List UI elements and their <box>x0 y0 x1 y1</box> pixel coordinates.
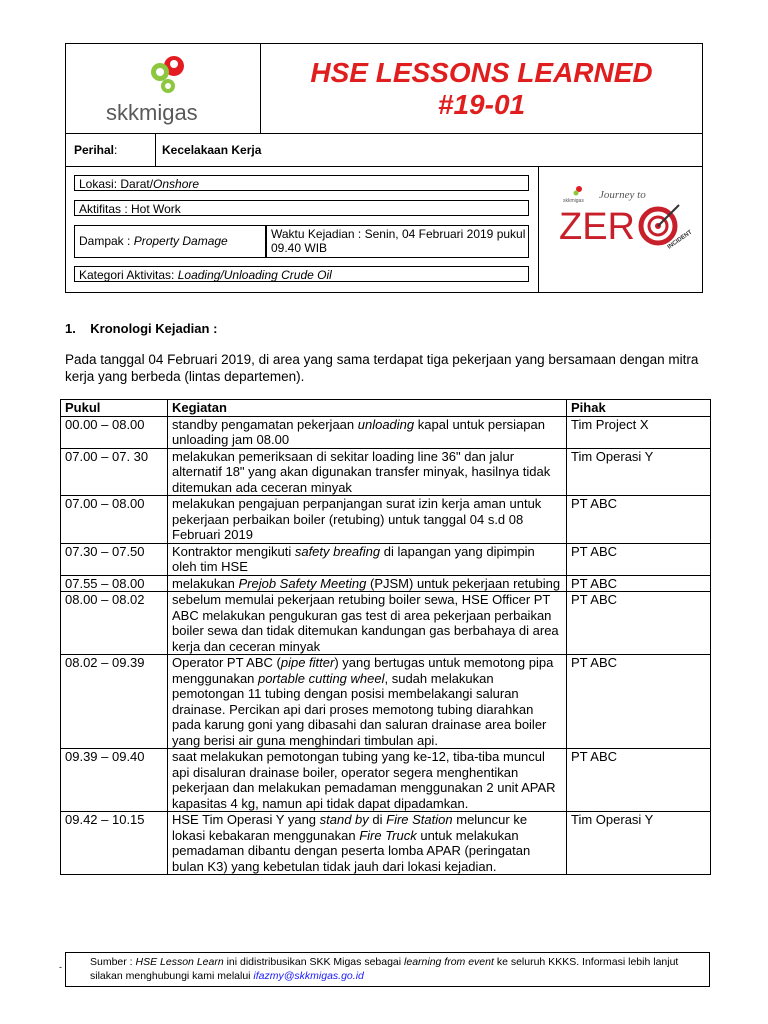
header-kegiatan: Kegiatan <box>168 400 567 417</box>
title-line1: HSE LESSONS LEARNED <box>310 57 653 88</box>
table-header-row <box>61 400 711 417</box>
title-line2: #19-01 <box>437 89 526 120</box>
perihal-label: Perihal: <box>66 134 156 167</box>
table-row: 07.00 – 08.00 melakukan pengajuan perpanjangan surat izin kerja aman untuk pekerjaan perbaikan boiler (retubing) untuk tanggal 04 s.d 08 Februari 2019 PT ABC <box>61 496 711 544</box>
table-row: 08.00 – 08.02 sebelum memulai pekerjaan retubing boiler sewa, HSE Officer PT ABC melakukan pengukuran gas test di area pekerjaan perbaikan boiler sewa dan tidak ditemukan kandungan gas berbahaya di area kerja dan ceceran minyak PT ABC <box>61 592 711 655</box>
footer-note: Sumber : HSE Lesson Learn ini didistribusikan SKK Migas sebagai learning from event ke seluruh KKKS. Informasi lebih lanjut silakan menghubungi kami melalui ifazmy@skkmigas.go.id <box>65 952 710 987</box>
kronologi-table <box>60 399 711 875</box>
document-title <box>261 44 702 134</box>
aktifitas-field: Aktifitas : Hot Work <box>74 200 529 216</box>
document-header <box>65 43 703 293</box>
table-row: 00.00 – 08.00 standby pengamatan pekerjaan unloading kapal untuk persiapan unloading jam 08.00 Tim Project X <box>61 416 711 448</box>
kategori-field: Kategori Aktivitas: Loading/Unloading Crude Oil <box>74 266 529 282</box>
table-row: 09.42 – 10.15 HSE Tim Operasi Y yang stand by di Fire Station meluncur ke lokasi kebakaran menggunakan Fire Truck untuk melakukan pemadaman dibantu dengan peserta lomba APAR (peringatan bulan K3) yang kebetulan tidak jauh dari lokasi kejadian. Tim Operasi Y <box>61 812 711 875</box>
incident-info <box>66 167 539 292</box>
table-row: 08.02 – 09.39 Operator PT ABC (pipe fitter) yang bertugas untuk memotong pipa menggunakan portable cutting wheel, sudah melakukan pemotongan 11 tubing dengan posisi membelakangi saluran drainase. Percikan api dari proses memotong tubing diarahkan pada karung goni yang dibasahi dan saluran drainase area boiler yang berisi air guna menghindari timbulan api. PT ABC <box>61 655 711 749</box>
table-row: 07.55 – 08.00 melakukan Prejob Safety Meeting (PJSM) untuk pekerjaan retubing PT ABC <box>61 575 711 592</box>
svg-text:skkmigas: skkmigas <box>563 198 584 204</box>
footer-marker: - <box>59 962 62 972</box>
header-pukul: Pukul <box>61 400 168 417</box>
zero-incident-logo <box>539 167 702 292</box>
zero-incident-graphic <box>539 167 702 292</box>
table-row: 09.39 – 09.40 saat melakukan pemotongan tubing yang ke-12, tiba-tiba muncul api disaluran drainase boiler, operator segera menghentikan pekerjaan dan melakukan pemadaman menggunakan 2 unit APAR kapasitas 4 kg, namun api tidak dapat dipadamkan. PT ABC <box>61 749 711 812</box>
svg-text:Journey to: Journey to <box>599 189 646 201</box>
waktu-field: Waktu Kejadian : Senin, 04 Februari 2019 pukul 09.40 WIB <box>266 225 529 258</box>
logo-text: skkmigas <box>106 100 198 125</box>
table-row: 07.30 – 07.50 Kontraktor mengikuti safety breafing di lapangan yang dipimpin oleh tim HSE PT ABC <box>61 543 711 575</box>
contact-email-link[interactable]: ifazmy@skkmigas.go.id <box>253 970 364 982</box>
dampak-field: Dampak : Property Damage <box>74 225 266 258</box>
skkmigas-logo <box>66 44 261 134</box>
zero-text: ZER <box>559 206 635 248</box>
lokasi-field: Lokasi: Darat/Onshore <box>74 175 529 191</box>
header-pihak: Pihak <box>567 400 711 417</box>
perihal-value: Kecelakaan Kerja <box>156 134 702 167</box>
skkmigas-logo-cell <box>66 44 261 134</box>
section-heading: 1. Kronologi Kejadian : <box>65 321 218 336</box>
svg-text:INCIDENT: INCIDENT <box>666 229 694 251</box>
table-row: 07.00 – 07. 30 melakukan pemeriksaan di sekitar loading line 36" dan jalur alternatif 18" yang akan digunakan transfer minyak, hasilnya tidak ditemukan ada ceceran minyak Tim Operasi Y <box>61 448 711 496</box>
intro-paragraph: Pada tanggal 04 Februari 2019, di area yang sama terdapat tiga pekerjaan yang bersamaan dengan mitra kerja yang berbeda (lintas departemen). <box>65 352 699 384</box>
